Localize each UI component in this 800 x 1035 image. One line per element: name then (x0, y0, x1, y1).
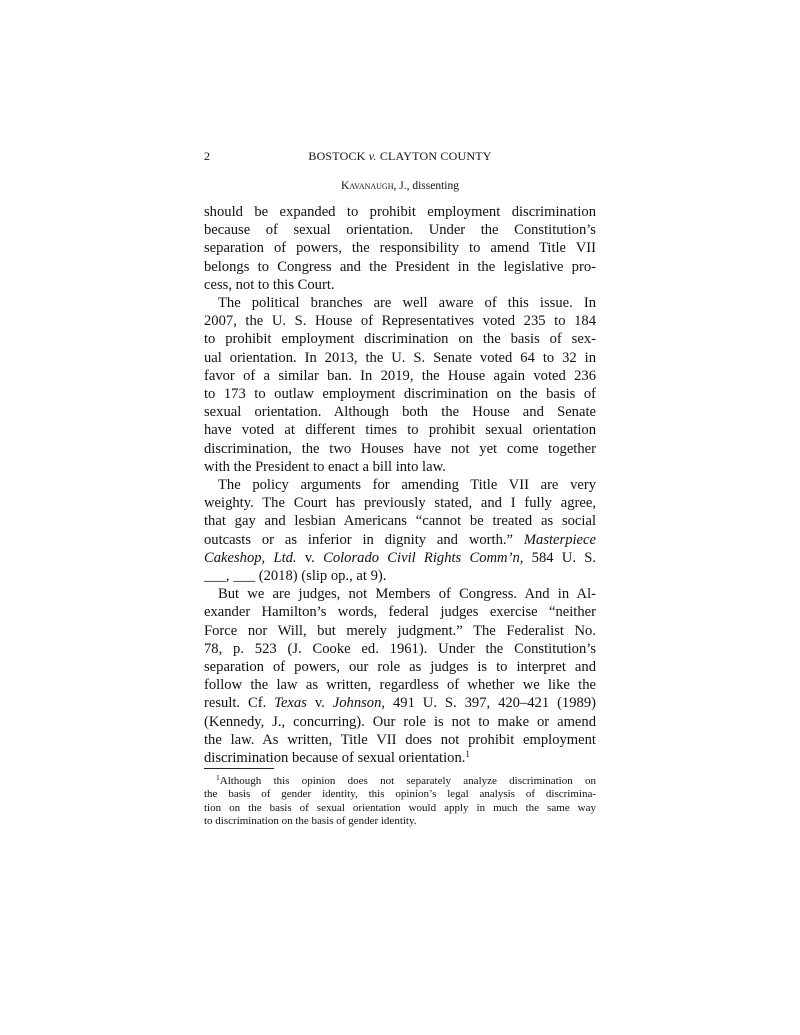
text-line: because of sexual orientation. Under the Constitution’s (204, 222, 596, 239)
text-line (204, 694, 596, 712)
footnote-1 (204, 775, 596, 829)
text-line: that gay and lesbian Americans “cannot be treated as social (204, 513, 596, 530)
case-name-right: CLAYTON COUNTY (379, 149, 492, 163)
paragraph-4 (204, 585, 596, 767)
case-name-v: v. (368, 149, 377, 163)
text-line: weighty. The Court has previously stated, and I fully agree, (204, 495, 596, 512)
text-line: to 173 to outlaw employment discrimination on the basis of (204, 386, 596, 403)
text-line: (Kennedy, J., concurring). Our role is not to make or amend (204, 713, 596, 730)
text-line: separation of powers, the responsibility to amend Title VII (204, 240, 596, 257)
text-line: belongs to Congress and the President in the legislative pro- (204, 258, 596, 275)
text-line: cess, not to this Court. (204, 276, 335, 293)
opinion-author-line (204, 179, 596, 193)
text-line: Force nor Will, but merely judgment.” The Federalist No. (204, 622, 596, 639)
case-citation-italic: Johnson (332, 695, 382, 712)
text-run: outcasts or as inferior in dignity and worth.” (204, 531, 524, 548)
paragraph-3 (204, 476, 596, 585)
text-run: v. (296, 549, 324, 566)
text-run: discrimination because of sexual orientation. (204, 750, 466, 767)
text-line: to prohibit employment discrimination on the basis of sex- (204, 331, 596, 348)
text-line: favor of a similar ban. In 2019, the House again voted 236 (204, 367, 596, 384)
text-line: have voted at different times to prohibit sexual orientation (204, 422, 596, 439)
footnote-line (204, 775, 596, 788)
text-line: the law. As written, Title VII does not prohibit employment (204, 731, 596, 748)
footnote-divider (204, 768, 274, 769)
text-line: follow the law as written, regardless of whether we like the (204, 677, 596, 694)
page-number: 2 (204, 149, 210, 163)
case-citation-italic: Masterpiece (523, 531, 596, 548)
text-line: discrimination, the two Houses have not yet come together (204, 440, 596, 457)
text-run: , 491 U. S. 397, 420–421 (1989) (381, 695, 596, 712)
text-line: The political branches are well aware of this issue. In (218, 295, 596, 312)
footnote-marker: 1 (216, 773, 220, 782)
text-run: v. (306, 695, 333, 712)
footnote-line: the basis of gender identity, this opinion’s legal analysis of discrimina- (204, 788, 596, 801)
text-line: 2007, the U. S. House of Representatives voted 235 to 184 (204, 313, 596, 330)
running-title (204, 149, 596, 163)
text-run: , 584 U. S. (519, 549, 597, 566)
text-run: result. Cf. (204, 695, 275, 712)
text-line: The policy arguments for amending Title VII are very (218, 477, 596, 494)
text-line (204, 531, 596, 549)
paragraph-2 (204, 294, 596, 476)
text-line: 78, p. 523 (J. Cooke ed. 1961). Under the Constitution’s (204, 640, 596, 657)
footnote-line: tion on the basis of sexual orientation would apply in much the same way (204, 801, 596, 814)
text-line: should be expanded to prohibit employment discrimination (204, 204, 596, 220)
author-name: Kavanaugh (341, 180, 394, 192)
author-suffix: , J., dissenting (393, 180, 459, 192)
opinion-body (204, 203, 596, 767)
text-line: with the President to enact a bill into law. (204, 458, 446, 475)
text-run: Although this opinion does not separately analyze discrimination on (219, 775, 596, 787)
footnote-line: to discrimination on the basis of gender identity. (204, 815, 417, 828)
text-line: But we are judges, not Members of Congress. And in Al- (218, 586, 596, 603)
text-line: exander Hamilton’s words, federal judges exercise “neither (204, 604, 596, 621)
case-citation-italic: Cakeshop, Ltd. (204, 549, 297, 566)
text-line: ual orientation. In 2013, the U. S. Senate voted 64 to 32 in (204, 349, 596, 366)
case-citation-italic: Texas (274, 695, 307, 712)
footnote-reference: 1 (465, 749, 470, 760)
text-line: separation of powers, our role as judges is to interpret and (204, 659, 596, 676)
case-name-left: BOSTOCK (308, 149, 366, 163)
case-citation-italic: Colorado Civil Rights Comm’n (323, 549, 520, 566)
text-line (204, 749, 596, 767)
paragraph-1 (204, 203, 596, 294)
text-line (204, 549, 596, 567)
text-line: sexual orientation. Although both the House and Senate (204, 404, 596, 421)
text-line: ___, ___ (2018) (slip op., at 9). (204, 568, 387, 585)
